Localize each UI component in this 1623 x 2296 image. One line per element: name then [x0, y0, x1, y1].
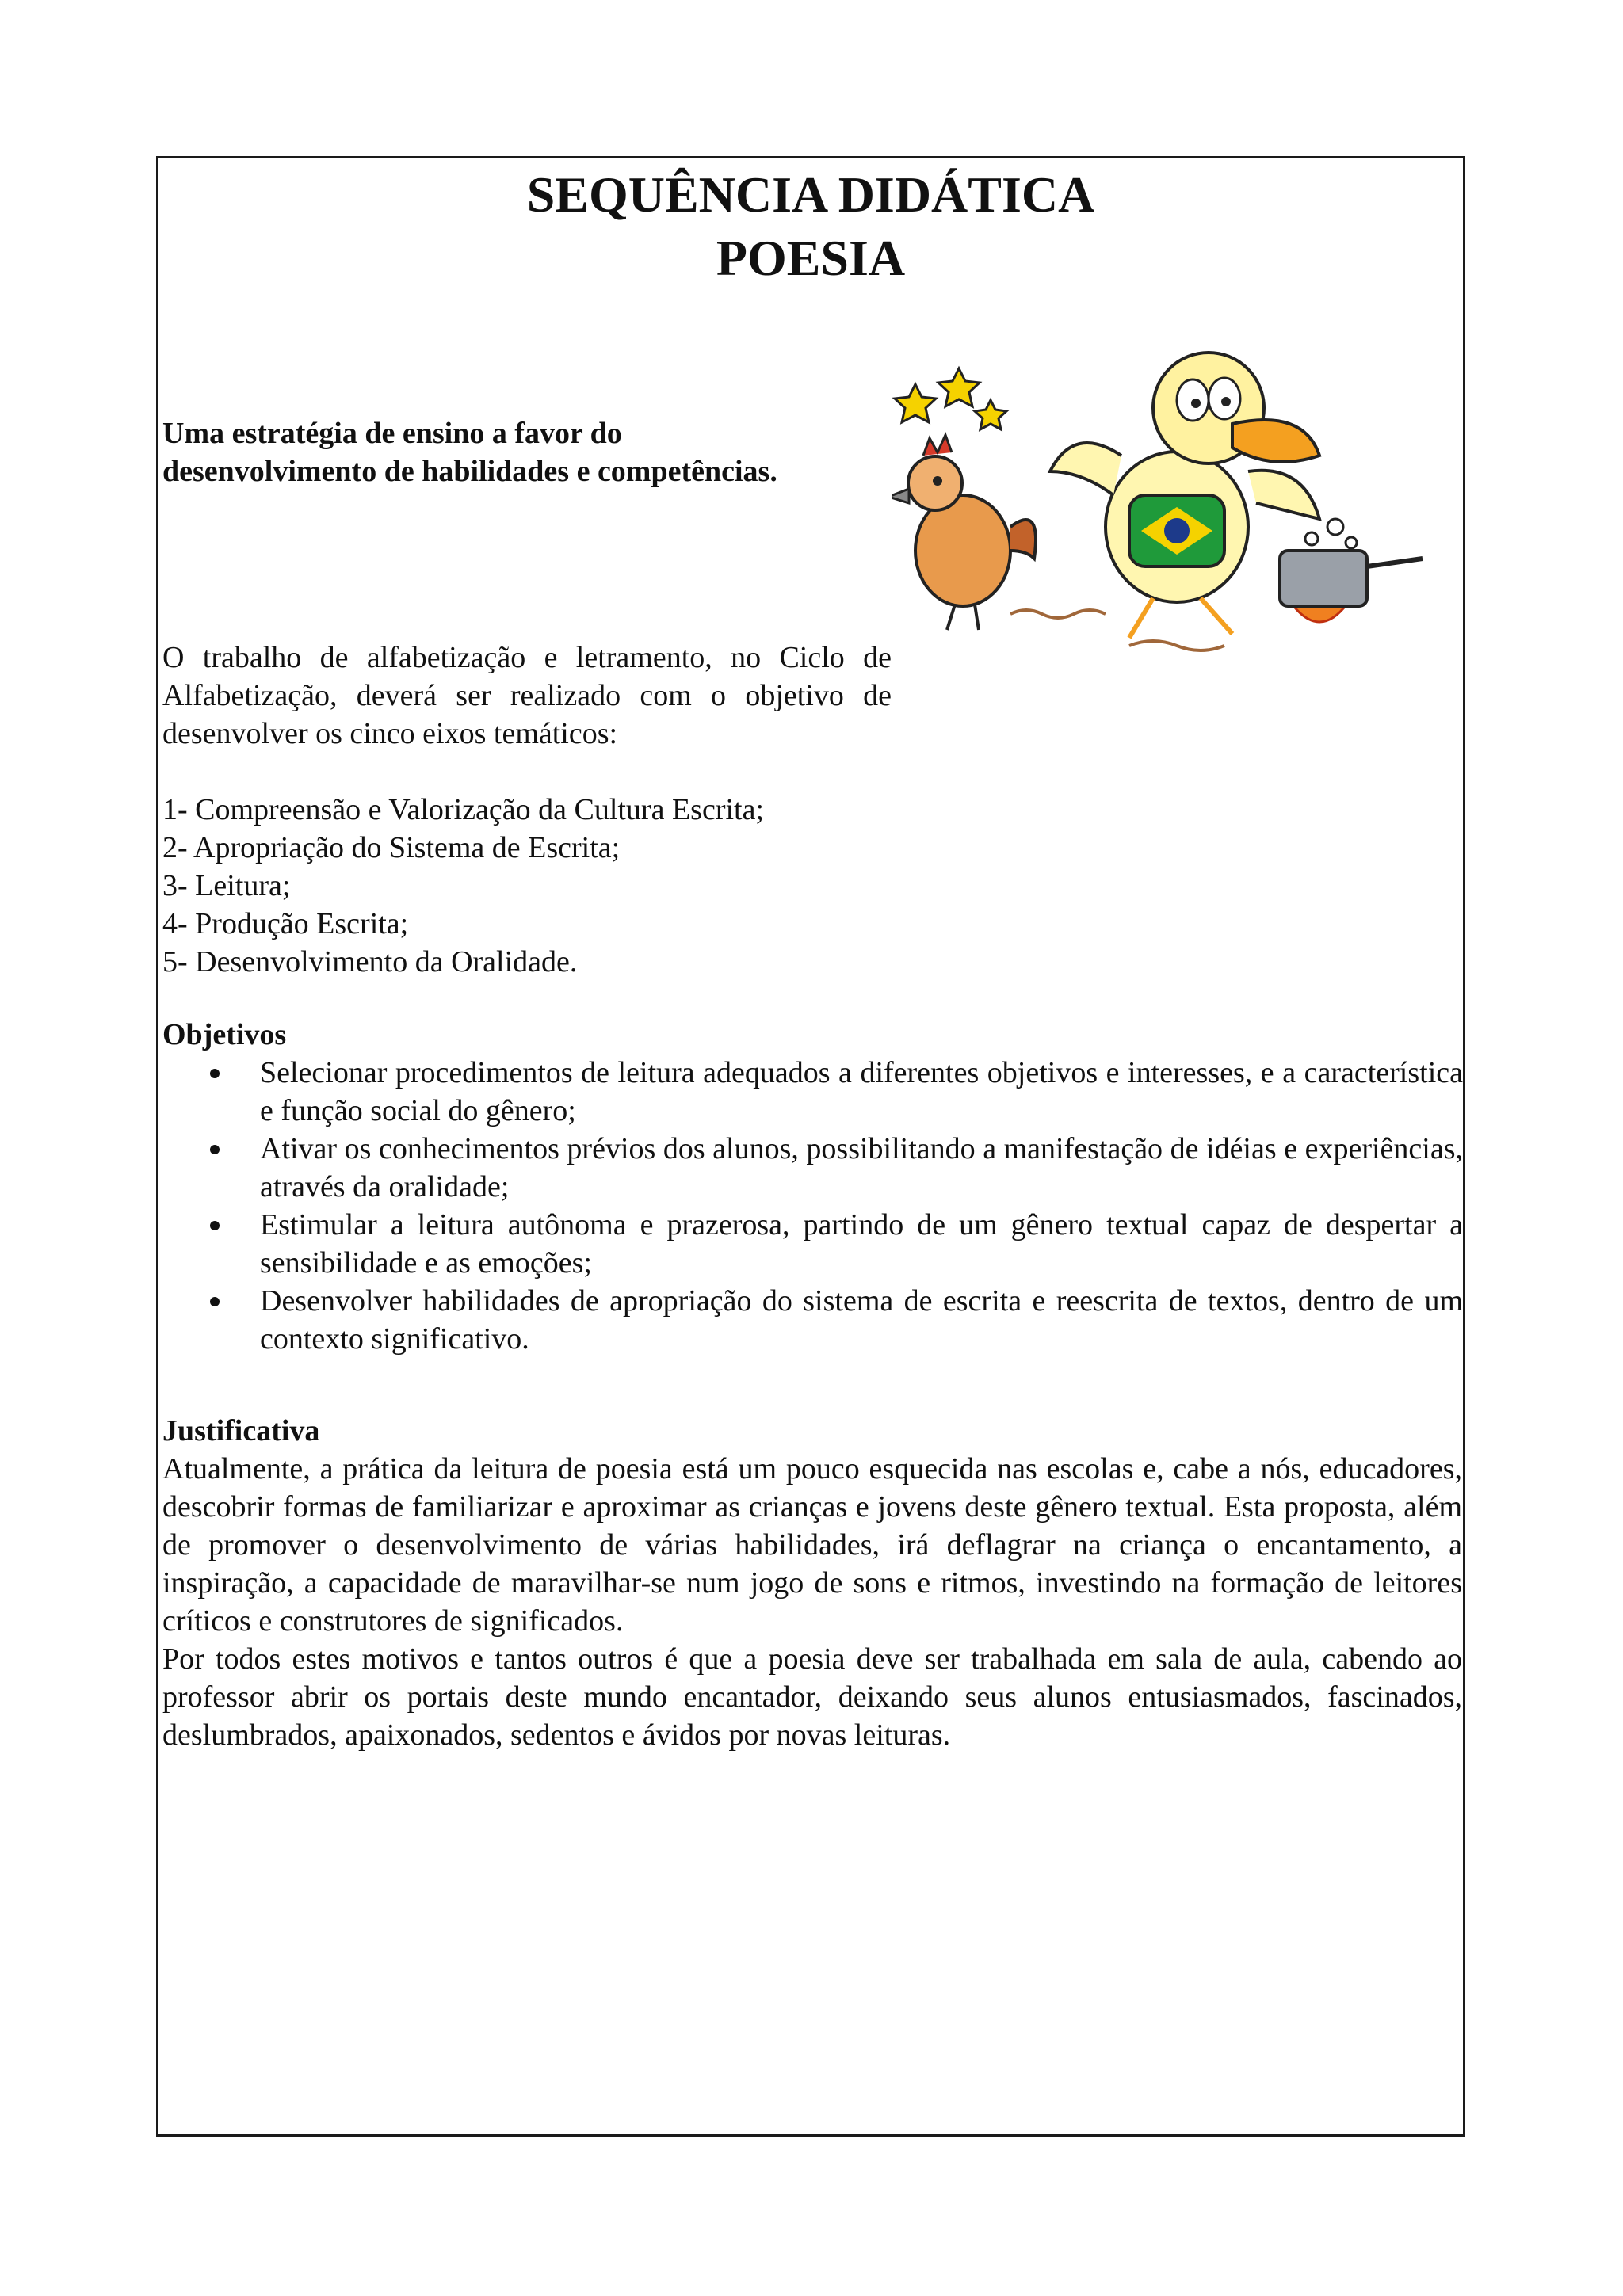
ground-mark	[1129, 641, 1224, 650]
page-title: SEQUÊNCIA DIDÁTICA	[526, 166, 1095, 223]
ground-mark	[1010, 610, 1106, 618]
objective-item	[162, 1054, 1463, 1130]
objective-text: Estimular a leitura autônoma e prazerosa, partindo de um gênero textual capaz de despertar a sensibilidade e as emoções;	[260, 1208, 1463, 1280]
objective-item	[162, 1282, 1463, 1358]
thematic-axes-list	[162, 791, 764, 981]
objective-text: Desenvolver habilidades de apropriação do sistema de escrita e reescrita de textos, dentro de um contexto significativo.	[260, 1284, 1463, 1356]
justification-paragraph-1: Atualmente, a prática da leitura de poesia está um pouco esquecida nas escolas e, cabe a nós, educadores, descobrir formas de familiarizar e aproximar as crianças e jovens deste gênero textual. Esta proposta, além de promover o desenvolvimento de várias habilidades, irá deflagrar na criança o encantamento, a inspiração, a capacidade de maravilhar-se num jogo de sons e ritmos, investindo na formação de leitores críticos e construtores de significados.	[162, 1452, 1462, 1638]
objective-item	[162, 1206, 1463, 1282]
list-item: 1- Compreensão e Valorização da Cultura Escrita;	[162, 793, 765, 826]
cartoon-illustration	[892, 313, 1430, 693]
objective-item	[162, 1130, 1463, 1206]
page-title-subject: POESIA	[716, 230, 906, 286]
list-item: 3- Leitura;	[162, 869, 291, 902]
bullet-icon	[210, 1221, 220, 1230]
intro-paragraph: O trabalho de alfabetização e letramento, no Ciclo de Alfabetização, deverá ser realizado com o objetivo de desenvolver os cinco eixos temáticos:	[162, 641, 892, 750]
bullet-icon	[210, 1069, 220, 1078]
list-item: 2- Apropriação do Sistema de Escrita;	[162, 831, 621, 864]
dizzy-stars	[895, 368, 1006, 429]
chicken-figure	[892, 435, 1036, 630]
cooking-pot	[1280, 519, 1423, 622]
objectives-heading: Objetivos	[162, 1018, 287, 1051]
list-item: 5- Desenvolvimento da Oralidade.	[162, 945, 578, 978]
objective-text: Ativar os conhecimentos prévios dos alunos, possibilitando a manifestação de idéias e experiências, através da oralidade;	[260, 1132, 1463, 1203]
subtitle	[162, 414, 876, 490]
bullet-icon	[210, 1297, 220, 1306]
bullet-icon	[210, 1145, 220, 1154]
objective-text: Selecionar procedimentos de leitura adequados a diferentes objetivos e interesses, e a característica e função social do gênero;	[260, 1056, 1463, 1127]
subtitle-line-2: desenvolvimento de habilidades e competências.	[162, 455, 777, 488]
list-item: 4- Produção Escrita;	[162, 907, 409, 940]
justification-paragraph-2: Por todos estes motivos e tantos outros é que a poesia deve ser trabalhada em sala de aula, cabendo ao professor abrir os portais deste mundo encantador, deixando seus alunos entusiasmados, fascinados, deslumbrados, apaixonados, sedentos e ávidos por novas leituras.	[162, 1642, 1462, 1752]
objectives-list	[162, 1054, 1465, 1358]
subtitle-line-1: Uma estratégia de ensino a favor do	[162, 417, 622, 450]
justification-body	[162, 1450, 1462, 1754]
justification-heading: Justificativa	[162, 1414, 320, 1447]
